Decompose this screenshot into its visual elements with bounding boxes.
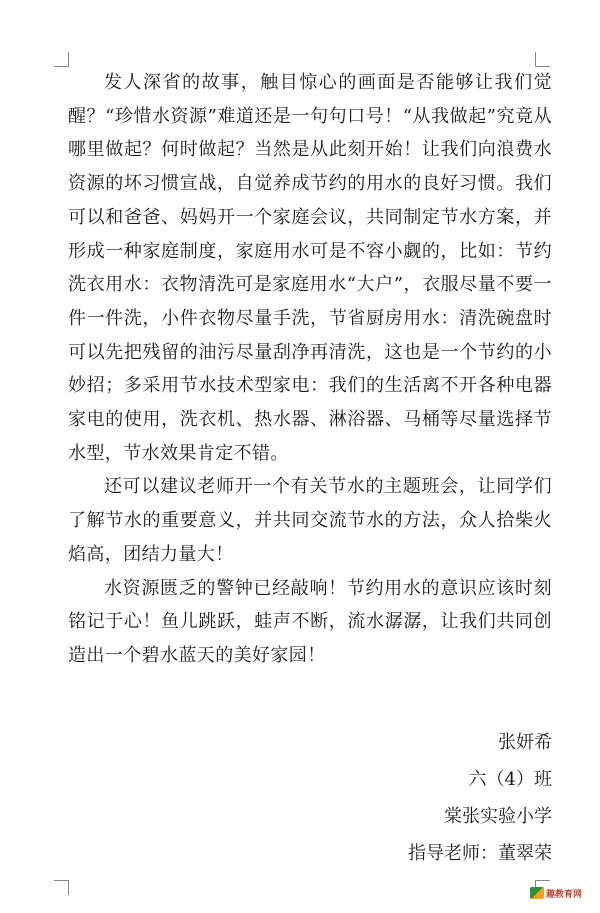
margin-corner-bottom-left — [54, 880, 69, 895]
paragraph-2: 还可以建议老师开一个有关节水的主题班会，让同学们了解节水的重要意义，并共同交流节水的方法，众人拾柴火焰高，团结力量大！ — [68, 476, 552, 565]
signature-block — [408, 724, 552, 872]
author-class: 六（4）班 — [468, 769, 552, 790]
watermark-logo — [530, 886, 594, 900]
margin-corner-top-left — [54, 52, 69, 67]
document-body — [68, 66, 552, 673]
logo-icon — [530, 887, 544, 899]
logo-text: 趣教育网 — [546, 889, 583, 900]
author-school: 棠张实验小学 — [444, 806, 552, 827]
author-name: 张妍希 — [498, 732, 552, 753]
paragraph-1: 发人深省的故事，触目惊心的画面是否能够让我们觉醒？“珍惜水资源”难道还是一句句口号！“从我做起”究竟从哪里做起？何时做起？当然是从此刻开始！让我们向浪费水资源的坏习惯宣战，自觉养成节约的用水的良好习惯。我们可以和爸爸、妈妈开一个家庭会议，共同制定节水方案，并形成一种家庭制度，家庭用水可是不容小觑的，比如：节约洗衣用水：衣物清洗可是家庭用水“大户”，衣服尽量不要一件一件洗，小件衣物尽量手洗，节省厨房用水：清洗碗盘时可以先把残留的油污尽量刮净再清洗，这也是一个节约的小妙招；多采用节水技术型家电：我们的生活离不开各种电器家电的使用，洗衣机、热水器、淋浴器、马桶等尽量选择节水型，节水效果肯定不错。 — [68, 72, 552, 464]
margin-corner-top-right — [535, 52, 550, 67]
advising-teacher: 指导老师：董翠荣 — [408, 843, 552, 864]
paragraph-3: 水资源匮乏的警钟已经敲响！节约用水的意识应该时刻铭记于心！鱼儿跳跃，蛙声不断，流水潺潺，让我们共同创造出一个碧水蓝天的美好家园！ — [68, 577, 552, 666]
